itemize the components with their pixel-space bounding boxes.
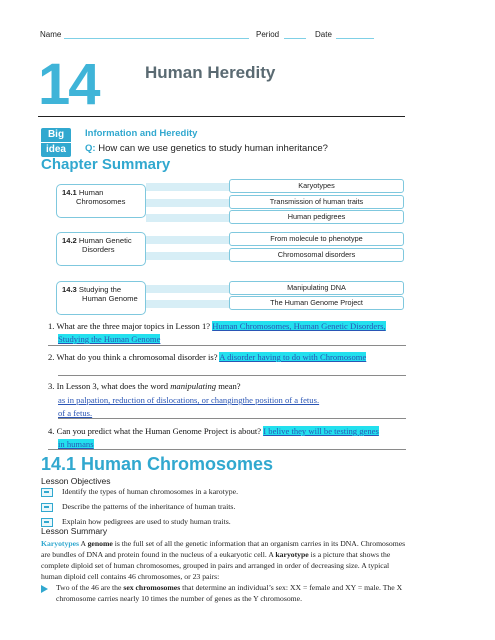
answer-field[interactable]: in humans [58,439,94,449]
answer-field[interactable]: Studying the Human Genome [58,334,161,344]
answer-line [48,345,406,346]
para-text: A [79,539,88,548]
bullet-item [56,582,411,604]
lesson-line2: Chromosomes [76,197,126,207]
chapter-rule [38,116,405,117]
para-text: is the full set of all the genetic information that an organism carries in its DNA. Chromosomes are bundles of DNA and protein found in the nucleus of a eukaryotic cell. A [41,539,406,560]
date-field[interactable] [336,38,374,39]
bullet-term: sex chromosomes [123,583,181,592]
question-2 [48,352,366,362]
question-3 [48,381,241,391]
lesson-box-14-2 [56,232,146,266]
big-idea-title: Information and Heredity [85,128,198,139]
section-title: 14.1 Human Chromosomes [41,454,274,474]
connector [146,285,230,293]
lesson-line1: Studying the [78,285,122,294]
answer-line [58,418,406,419]
answer-field[interactable]: A disorder having to do with Chromosome [219,352,367,362]
objective-3: Explain how pedigrees are used to study human traits. [62,517,231,526]
name-label: Name [40,30,62,39]
lesson-num: 14.1 [62,188,77,197]
question-text: 1. What are the three major topics in Lesson 1? [48,321,211,331]
topic-genome-project: The Human Genome Project [229,296,404,310]
topic-transmission: Transmission of human traits [229,195,404,209]
question-1-cont [58,334,160,344]
para-heading: Karyotypes [41,539,80,548]
answer-line [48,449,406,450]
question-1 [48,321,386,331]
lesson-summary-label: Lesson Summary [41,526,108,536]
objective-icon [41,488,53,497]
objective-2: Describe the patterns of the inheritance of human traits. [62,502,236,511]
answer-field[interactable]: as in palpation, reduction of dislocations, or changingthe position of a fetus. [58,395,320,405]
connector [146,236,230,244]
big-idea-q-prefix: Q: [85,143,96,154]
connector [146,183,230,191]
lesson-box-14-3 [56,281,146,315]
question-4-cont [58,439,94,449]
period-field[interactable] [284,38,306,39]
question-text: 4. Can you predict what the Human Genome Project is about? [48,426,262,436]
big-idea-badge-top: Big [41,128,71,142]
para-term: genome [87,539,113,548]
question-3-answer [58,395,319,405]
connector [146,252,230,260]
lesson-box-14-1 [56,184,146,218]
bullet-text: Two of the 46 are the [56,583,124,592]
big-idea-badge-bottom: idea [41,142,71,157]
question-3-answer-cont [58,408,92,418]
topic-pedigrees: Human pedigrees [229,210,404,224]
topic-chromosomal-disorders: Chromosomal disorders [229,248,404,262]
answer-field[interactable]: of a fetus. [58,408,93,418]
name-field[interactable] [64,38,249,39]
topic-molecule-phenotype: From molecule to phenotype [229,232,404,246]
big-idea-question-row [85,143,328,154]
lesson-num: 14.2 [62,236,77,245]
lesson-line2: Disorders [82,245,115,255]
bullet-arrow-icon [41,585,48,593]
answer-field[interactable]: I belive they will be testing genes [263,426,379,436]
answer-field[interactable]: Human Chromosomes, Human Genetic Disorders, [212,321,386,331]
para-term: karyotype [275,550,309,560]
para-text: is a picture that shows the complete diploid set of human chromosomes, grouped in pairs and arranged in order of decreasing size. A typical human diploid cell contains 46 chromosomes, or 23 pairs: [41,550,391,582]
lesson-line1: Human [78,188,104,197]
topic-manipulating-dna: Manipulating DNA [229,281,404,295]
lesson-line1: Human Genetic [78,236,132,245]
question-4 [48,426,379,436]
period-label: Period [256,30,280,39]
connector [146,199,230,207]
question-text: 2. What do you think a chromosomal disorder is? [48,352,218,362]
date-label: Date [315,30,332,39]
bullet-text: that determine an individual’s sex: XX = female and XY = male. The X chromosome carries nearly 10 times the number of genes as the Y chromosome. [56,583,403,604]
answer-line [58,375,406,376]
chapter-number: 14 [38,52,99,117]
summary-title: Chapter Summary [41,156,171,173]
big-idea-question: How can we use genetics to study human inheritance? [98,143,328,154]
connector [146,214,230,222]
question-text: 3. In Lesson 3, what does the word [48,381,171,391]
objective-1: Identify the types of human chromosomes in a karotype. [62,487,239,496]
lesson-line2: Human Genome [82,294,138,304]
topic-karyotypes: Karyotypes [229,179,404,193]
objectives-label: Lesson Objectives [41,476,111,486]
question-term: manipulating [170,381,217,391]
connector [146,300,230,308]
lesson-summary-paragraph [41,538,411,583]
lesson-num: 14.3 [62,285,77,294]
objective-icon [41,503,53,512]
chapter-title: Human Heredity [145,63,276,82]
question-text-end: mean? [216,381,241,391]
